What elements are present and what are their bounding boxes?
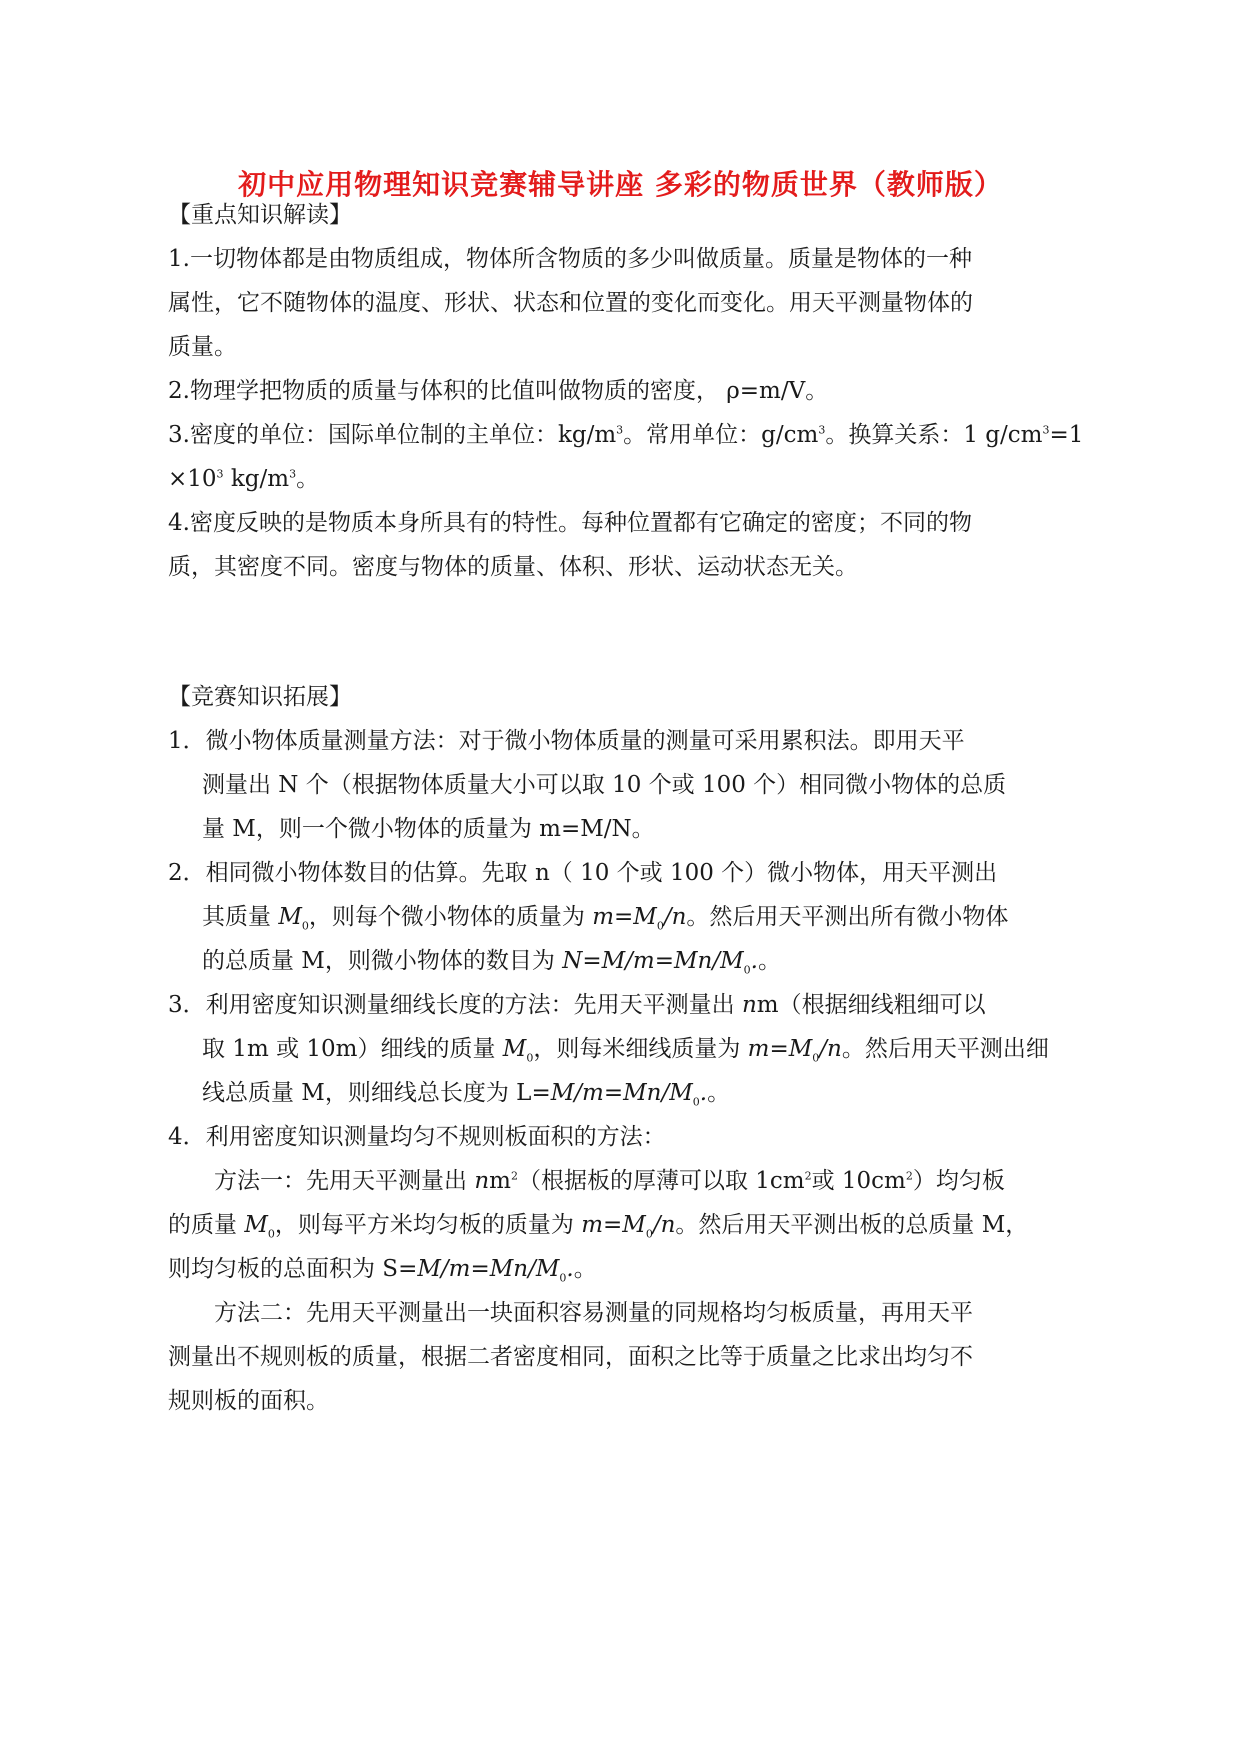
text-span: （根据板的厚薄可以取 1cm: [517, 1168, 805, 1194]
list-item-line: 1．微小物体质量测量方法：对于微小物体质量的测量可采用累积法。即用天平: [168, 728, 965, 754]
text-span: 线总质量 M，则细线总长度为 L: [202, 1080, 532, 1106]
formula: N=M/m=Mn/M: [562, 948, 744, 974]
paragraph-line-density-units: [168, 420, 1083, 450]
text-span: 其质量: [202, 904, 279, 930]
text-span: 。常用单位：g/cm: [623, 422, 819, 448]
formula: m=M: [747, 1036, 813, 1062]
section-heading-competition-extension: 【竞赛知识拓展】: [168, 684, 352, 710]
formula: /n: [819, 1036, 842, 1062]
formula: .: [750, 948, 758, 974]
list-item-line: [202, 946, 781, 976]
paragraph-line: 4.密度反映的是物质本身所具有的特性。每种位置都有它确定的密度；不同的物: [168, 510, 972, 536]
text-span: kg/m: [223, 466, 290, 492]
text-span: 或 10cm: [811, 1168, 906, 1194]
superscript: 3: [289, 467, 297, 481]
method-one-line: [214, 1166, 1005, 1196]
formula: /n: [663, 904, 687, 930]
subscript: 0: [559, 1271, 567, 1285]
text-span: ，则每米细线质量为: [533, 1036, 748, 1062]
text-span: 方法一：先用天平测量出: [214, 1168, 475, 1194]
superscript: 3: [1042, 423, 1050, 437]
method-two-line: 测量出不规则板的质量，根据二者密度相同，面积之比等于质量之比求出均匀不: [168, 1344, 973, 1370]
subscript: 0: [301, 919, 309, 933]
formula: =M/m=Mn/M: [398, 1256, 560, 1282]
superscript: 2: [510, 1169, 518, 1183]
text-span: ×10: [168, 466, 217, 492]
list-item-line: [202, 1078, 730, 1108]
list-item-line: [202, 1034, 1049, 1064]
formula: m=M: [592, 904, 657, 930]
formula: /n: [652, 1212, 676, 1238]
method-two-line: 规则板的面积。: [168, 1388, 329, 1414]
text-span: =1: [1049, 422, 1084, 448]
superscript: 2: [804, 1169, 812, 1183]
superscript: 3: [216, 467, 224, 481]
list-item-line: [168, 990, 986, 1020]
paragraph-line: 质，其密度不同。密度与物体的质量、体积、形状、运动状态无关。: [168, 554, 858, 580]
formula: .: [699, 1080, 708, 1106]
text-span: 。然后用天平测出所有微小物体: [686, 904, 1009, 930]
superscript: 3: [616, 423, 624, 437]
subscript: 0: [645, 1227, 653, 1241]
text-span: 。换算关系：1 g/cm: [825, 422, 1043, 448]
paragraph-line: 1.一切物体都是由物质组成，物体所含物质的多少叫做质量。质量是物体的一种: [168, 246, 972, 272]
text-span: m（根据细线粗细可以: [756, 992, 986, 1018]
formula-var: M: [502, 1036, 527, 1062]
text-span: 的质量: [168, 1212, 245, 1238]
text-span: 。: [757, 948, 781, 974]
subscript: 0: [656, 919, 664, 933]
text-span: 。然后用天平测出板的总质量 M，: [675, 1212, 1029, 1238]
text-span: 取 1m 或 10m）细线的质量: [202, 1036, 503, 1062]
text-span: 。: [573, 1256, 597, 1282]
text-span: ，则每个微小物体的质量为: [308, 904, 593, 930]
text-span: ，则每平方米均匀板的质量为: [274, 1212, 582, 1238]
subscript: 0: [743, 963, 751, 977]
text-span: 。然后用天平测出细: [841, 1036, 1049, 1062]
formula: m=M: [581, 1212, 646, 1238]
list-item-line: [202, 902, 1008, 932]
formula-var: M: [278, 904, 302, 930]
text-span: m: [489, 1168, 511, 1194]
list-item-line: 测量出 N 个（根据物体质量大小可以取 10 个或 100 个）相同微小物体的总质: [202, 772, 1007, 798]
superscript: 2: [905, 1169, 913, 1183]
subscript: 0: [526, 1051, 534, 1065]
formula-var: n: [474, 1168, 490, 1194]
method-one-line: [168, 1210, 1028, 1240]
text-span: 3．利用密度知识测量细线长度的方法：先用天平测量出: [168, 992, 742, 1018]
text-span: 。: [707, 1080, 731, 1106]
paragraph-line: 质量。: [168, 334, 237, 360]
subscript: 0: [267, 1227, 275, 1241]
method-two-line: 方法二：先用天平测量出一块面积容易测量的同规格均匀板质量，再用天平: [214, 1300, 973, 1326]
formula: =M/m=Mn/M: [531, 1080, 693, 1106]
method-one-line: [168, 1254, 597, 1284]
paragraph-line: [168, 464, 319, 494]
text-span: 。: [296, 466, 320, 492]
subscript: 0: [692, 1095, 700, 1109]
page-title: 初中应用物理知识竞赛辅导讲座 多彩的物质世界（教师版）: [238, 168, 1003, 201]
text-span: 的总质量 M，则微小物体的数目为: [202, 948, 563, 974]
list-item-line: 量 M，则一个微小物体的质量为 m=M/N。: [202, 816, 655, 842]
text-span: 3.密度的单位：国际单位制的主单位：kg/m: [168, 422, 617, 448]
subscript: 0: [812, 1051, 820, 1065]
text-span: 则均匀板的总面积为 S: [168, 1256, 399, 1282]
formula-var: M: [244, 1212, 268, 1238]
list-item-line: 4．利用密度知识测量均匀不规则板面积的方法：: [168, 1124, 666, 1150]
section-heading-key-knowledge: 【重点知识解读】: [168, 202, 352, 228]
formula-var: n: [741, 992, 757, 1018]
text-span: ）均匀板: [912, 1168, 1005, 1194]
formula: .: [566, 1256, 574, 1282]
superscript: 3: [818, 423, 826, 437]
paragraph-line: 属性，它不随物体的温度、形状、状态和位置的变化而变化。用天平测量物体的: [168, 290, 973, 316]
list-item-line: 2．相同微小物体数目的估算。先取 n（ 10 个或 100 个）微小物体，用天平测出: [168, 860, 998, 886]
paragraph-line: 2.物理学把物质的质量与体积的比值叫做物质的密度， ρ=m/V。: [168, 378, 829, 404]
